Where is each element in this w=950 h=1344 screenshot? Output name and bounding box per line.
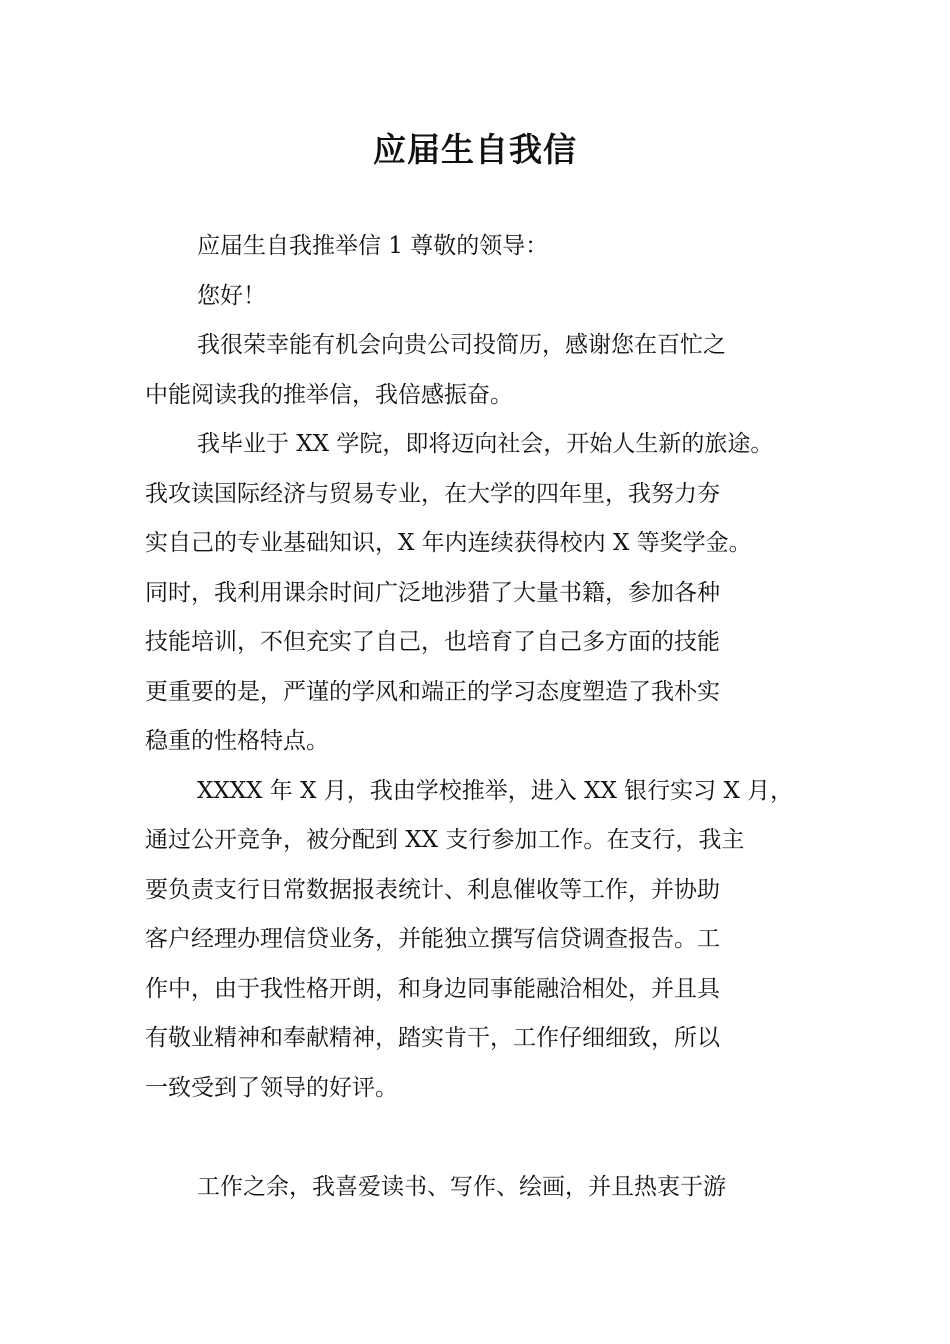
paragraph-2-line-3: 实自己的专业基础知识，X 年内连续获得校内 X 等奖学金。 — [145, 530, 752, 556]
paragraph-3-line-2: 通过公开竞争，被分配到 XX 支行参加工作。在支行，我主 — [145, 827, 745, 853]
paragraph-2-line-6: 更重要的是，严谨的学风和端正的学习态度塑造了我朴实 — [145, 678, 720, 705]
paragraph-3-line-3: 要负责支行日常数据报表统计、利息催收等工作，并协助 — [145, 876, 720, 903]
greeting-line: 您好！ — [197, 282, 266, 309]
paragraph-2-line-7: 稳重的性格特点。 — [145, 728, 329, 754]
paragraph-2-line-2: 我攻读国际经济与贸易专业，在大学的四年里，我努力夯 — [145, 480, 720, 507]
paragraph-4-line-1: 工作之余，我喜爱读书、写作、绘画，并且热衷于游 — [197, 1173, 726, 1200]
paragraph-2-line-1: 我毕业于 XX 学院，即将迈向社会，开始人生新的旅途。 — [197, 431, 774, 457]
salutation-line: 应届生自我推举信 1 尊敬的领导： — [197, 233, 549, 259]
paragraph-1-line-1: 我很荣幸能有机会向贵公司投简历，感谢您在百忙之 — [197, 332, 726, 358]
paragraph-spacer — [145, 1113, 810, 1163]
paragraph-2-line-4: 同时，我利用课余时间广泛地涉猎了大量书籍，参加各种 — [145, 579, 720, 606]
paragraph-2-line-5: 技能培训，不但充实了自己，也培育了自己多方面的技能 — [145, 629, 720, 655]
paragraph-3-line-4: 客户经理办理信贷业务，并能独立撰写信贷调查报告。工 — [145, 926, 720, 952]
document-title: 应届生自我信 — [373, 130, 577, 169]
paragraph-3-line-1: XXXX 年 X 月，我由学校推举，进入 XX 银行实习 X 月， — [197, 777, 794, 804]
paragraph-3-line-5: 作中，由于我性格开朗，和身边同事能融洽相处，并且具 — [145, 975, 720, 1002]
paragraph-3-line-6: 有敬业精神和奉献精神，踏实肯干，工作仔细细致，所以 — [145, 1025, 720, 1051]
paragraph-1-line-2: 中能阅读我的推举信，我倍感振奋。 — [145, 381, 513, 408]
paragraph-3-line-7: 一致受到了领导的好评。 — [145, 1074, 398, 1101]
letter-body — [145, 222, 810, 1212]
